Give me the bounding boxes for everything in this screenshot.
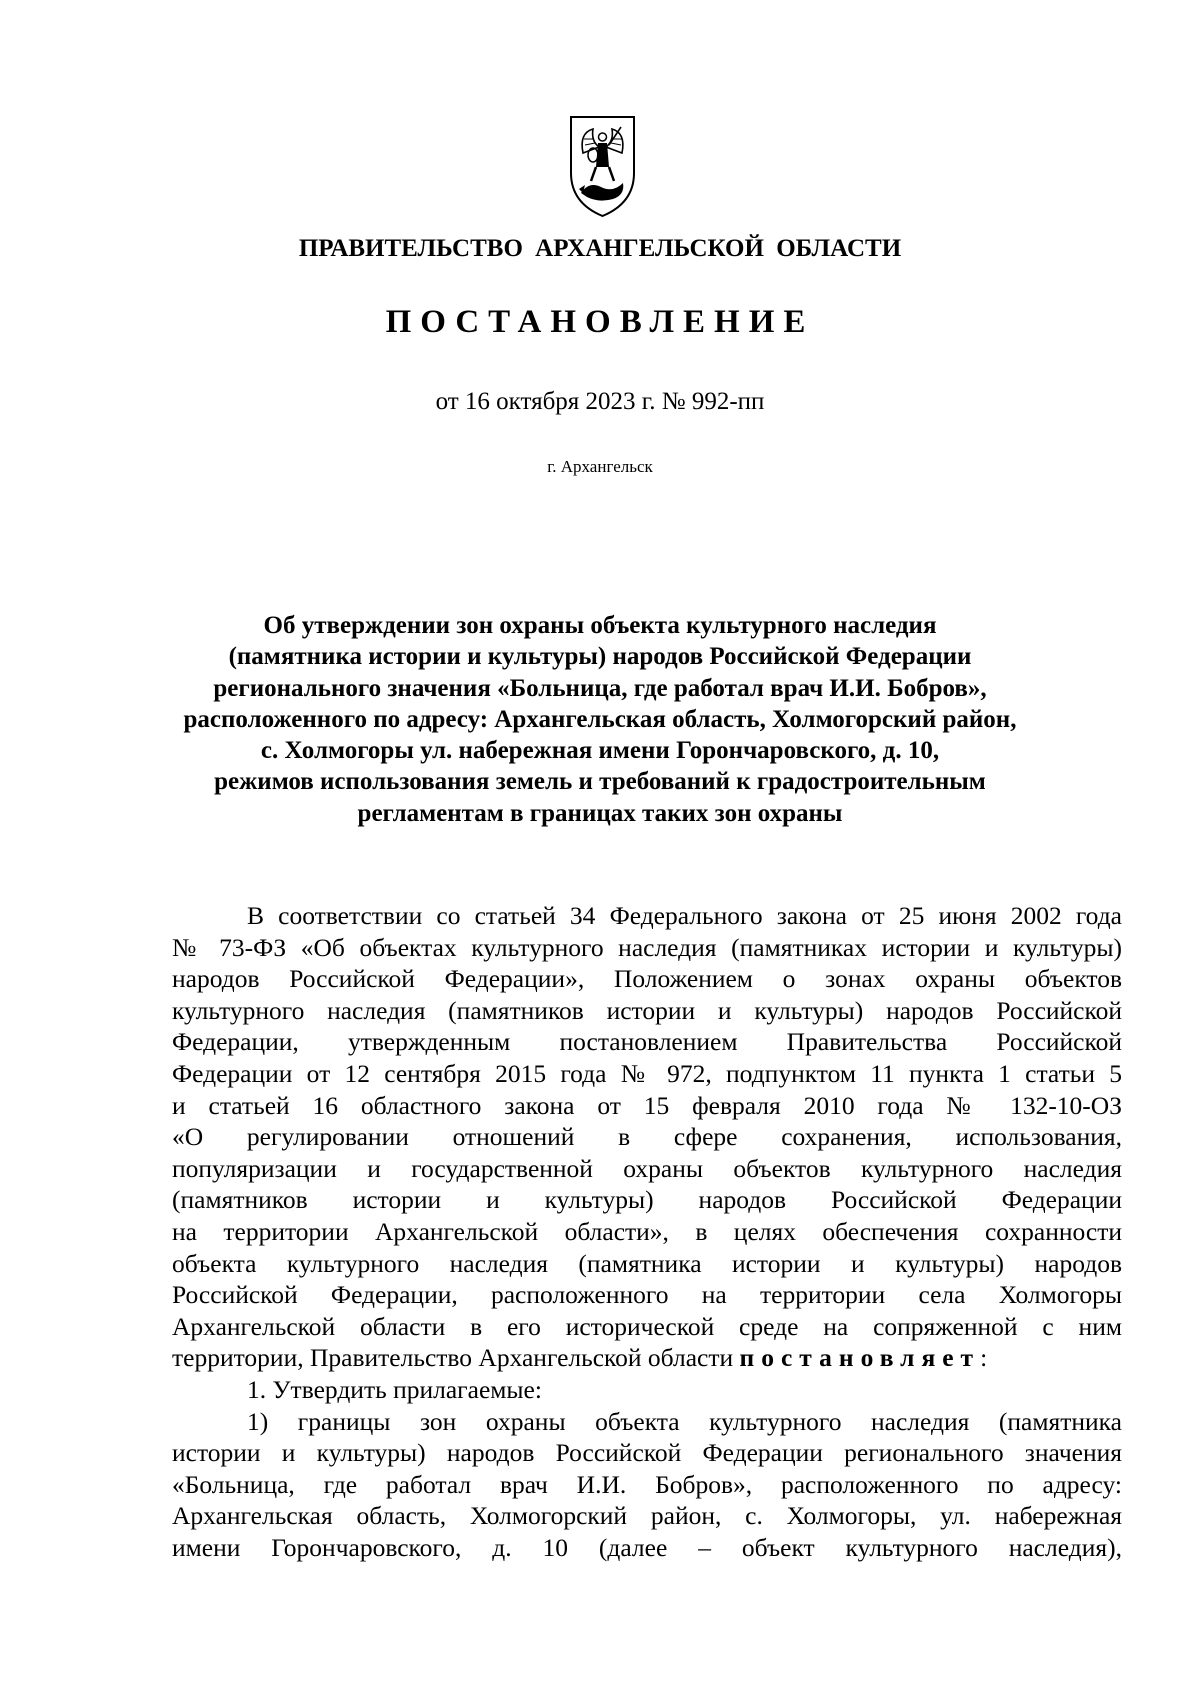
body-line: В соответствии со статьей 34 Федерального закона от 25 июня 2002 года (247, 901, 1122, 930)
document-city: г. Архангельск (547, 457, 653, 476)
document-body (172, 900, 1122, 1563)
body-line: «О регулировании отношений в сфере сохранения, использования, (172, 1122, 1122, 1152)
body-line: на территории Архангельской области», в целях обеспечения сохранности (172, 1216, 1122, 1246)
body-line: и статьей 16 областного закона от 15 февраля 2010 года № 132-10-ОЗ (172, 1090, 1122, 1120)
item-line: 1. Утвердить прилагаемые: (247, 1374, 542, 1404)
body-line: культурного наследия (памятников истории и культуры) народов Российской (172, 995, 1122, 1025)
item-line: Архангельская область, Холмогорский район, с. Холмогоры, ул. набережная (172, 1501, 1122, 1531)
title-line: регионального значения «Больница, где работал врач И.И. Бобров», (213, 674, 987, 702)
title-line: режимов использования земель и требований к градостроительным (214, 768, 986, 796)
resolve-line-suffix: : (980, 1343, 988, 1373)
document-title (150, 610, 1050, 829)
body-line: Федерации, утвержденным постановлением Правительства Российской (172, 1027, 1122, 1057)
coat-of-arms-archangel-icon (569, 115, 636, 218)
body-line: популяризации и государственной охраны объектов культурного наследия (172, 1153, 1122, 1183)
item-line: истории и культуры) народов Российской Федерации регионального значения (172, 1438, 1122, 1468)
body-line: объекта культурного наследия (памятника истории и культуры) народов (172, 1248, 1122, 1278)
title-line: расположенного по адресу: Архангельская область, Холмогорский район, (183, 705, 1017, 733)
title-line: Об утверждении зон охраны объекта культурного наследия (263, 612, 937, 639)
resolve-line-prefix: территории, Правительство Архангельской области (172, 1343, 740, 1373)
resolve-keyword: постановляет (739, 1343, 981, 1373)
body-line: (памятников истории и культуры) народов Российской Федерации (172, 1185, 1122, 1215)
body-line: № 73-ФЗ «Об объектах культурного наследия (памятниках истории и культуры) (172, 932, 1122, 962)
item-line: «Больница, где работал врач И.И. Бобров», расположенного по адресу: (172, 1469, 1122, 1499)
document-type: ПОСТАНОВЛЕНИЕ (385, 304, 815, 340)
title-line: регламентам в границах таких зон охраны (357, 799, 843, 827)
body-line: Архангельской области в его исторической среде на сопряженной с ним (172, 1311, 1122, 1341)
item-line: 1) границы зон охраны объекта культурного наследия (памятника (247, 1406, 1122, 1436)
item-line: имени Горончаровского, д. 10 (далее – объект культурного наследия), (172, 1532, 1122, 1562)
document-date-number: от 16 октября 2023 г. № 992-пп (435, 388, 765, 415)
organization-name: ПРАВИТЕЛЬСТВО АРХАНГЕЛЬСКОЙ ОБЛАСТИ (298, 235, 902, 262)
title-line: (памятника истории и культуры) народов Российской Федерации (228, 643, 972, 671)
body-line: народов Российской Федерации», Положением о зонах охраны объектов (172, 964, 1122, 994)
body-line: Федерации от 12 сентября 2015 года № 972, подпунктом 11 пункта 1 статьи 5 (172, 1058, 1122, 1088)
resolve-line (172, 1342, 1122, 1374)
title-line: с. Холмогоры ул. набережная имени Горончаровского, д. 10, (260, 737, 940, 765)
body-line: Российской Федерации, расположенного на территории села Холмогоры (172, 1280, 1122, 1310)
